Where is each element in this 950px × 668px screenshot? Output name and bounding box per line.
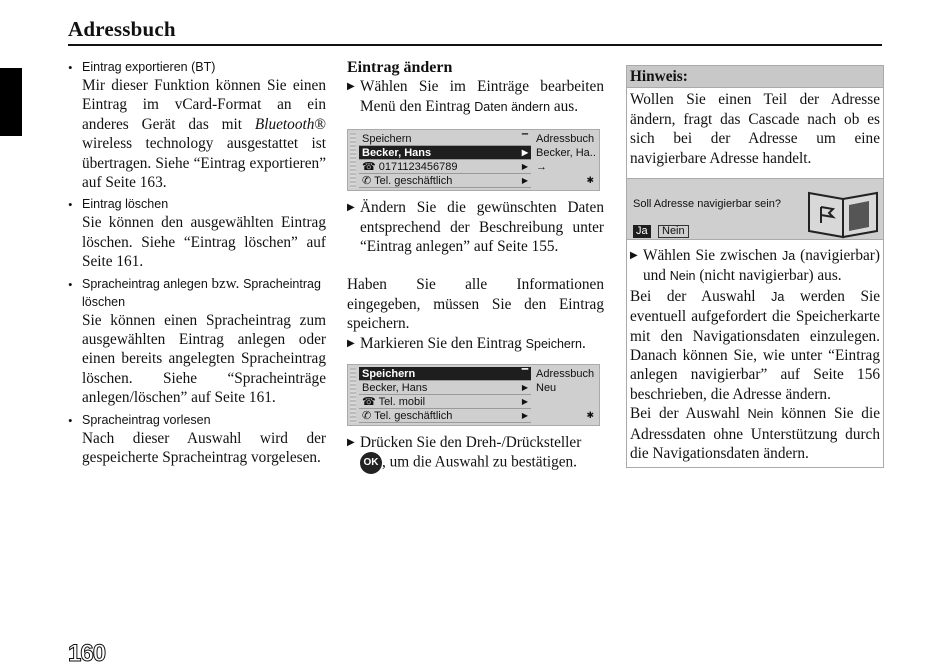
menu-row: ☎ 0171123456789 ▶ (359, 160, 531, 174)
corner-icon: ▔ (521, 369, 528, 379)
list-item (68, 195, 326, 271)
phone-icon: ☎ (362, 161, 379, 174)
column-right (626, 65, 884, 468)
menu-option-label: Eintrag exportieren (BT) (82, 60, 216, 74)
option-description: Mir dieser Funktion können Sie einen Eintrag im vCard-Format an ein anderes Gerät das mit Bluetooth® wireless technology ausgestattet ist übertragen. Siehe “Eintrag exportieren” auf Seite 163. (82, 77, 326, 192)
menu-option-label: Eintrag löschen (82, 197, 169, 212)
section-heading: Eintrag ändern (347, 59, 453, 76)
arrow-bullet-icon: ▶ (347, 337, 355, 349)
triangle-right-icon: ▶ (521, 162, 528, 172)
scrollbar (350, 368, 356, 423)
arrow-bullet-icon: ▶ (630, 250, 638, 262)
arrow-bullet-icon: ▶ (347, 437, 355, 449)
screen-side-panel (536, 132, 598, 174)
option-nein: Nein (658, 225, 689, 238)
address-book-icon (807, 183, 879, 239)
menu-row-selected: Speichern ▔ (359, 367, 531, 381)
device-screen-navigable-prompt (627, 178, 883, 240)
device-screen-edit-menu (347, 129, 600, 191)
screen-entry-name: Becker, Ha.. (536, 147, 596, 160)
triangle-right-icon: ▶ (521, 397, 528, 407)
menu-option-label: Spracheintrag vorlesen (82, 412, 211, 427)
paragraph: Haben Sie alle Informationen eingegeben, müssen Sie den Eintrag speichern. (347, 276, 604, 333)
triangle-right-icon: ▶ (521, 383, 528, 393)
option-ja: Ja (633, 225, 651, 238)
menu-row: Becker, Hans ▶ (359, 381, 531, 395)
menu-list (359, 367, 531, 423)
route-icon: → (536, 161, 547, 174)
instruction-step: ▶ Ändern Sie die gewünschten Daten entsprechend der Beschreibung unter “Eintrag anlegen” auf Seite 155. (347, 199, 604, 256)
list-item (68, 275, 326, 408)
menu-list (359, 132, 531, 188)
menu-row: Speichern ▔ (359, 132, 531, 146)
note-text: Wollen Sie einen Teil der Adresse ändern, fragt das Cascade nach ob es sich bei der Adresse um eine navigierbare Adresse handelt. (630, 91, 880, 167)
title-rule (68, 44, 882, 46)
paragraph: Bei der Auswahl Ja werden Sie eventuell aufgefordert die Speicherkarte mit den Navigationsdaten einzulegen. Danach können Sie, wie unter “Eintrag anlegen navigierbar” auf Seite 156 beschrieben, die Adresse ändern. (630, 287, 880, 403)
office-phone-icon: ✆ (362, 175, 375, 188)
menu-row: ✆ Tel. geschäftlich ▶ (359, 409, 531, 423)
instruction-step: ▶ Drücken Sie den Dreh-/Drücksteller OK , um die Auswahl zu bestätigen. (347, 433, 604, 474)
instruction-step: ▶ Markieren Sie den Eintrag Speichern. (347, 334, 586, 352)
screen-side-panel (536, 367, 598, 395)
device-screen-save-menu (347, 364, 600, 426)
option-description: Nach dieser Auswahl wird der gespeicherte Spracheintrag vorgelesen. (82, 429, 326, 467)
bullet-icon: • (68, 412, 73, 428)
screen-header: Adressbuch (536, 133, 595, 146)
scrollbar (350, 133, 356, 188)
arrow-bullet-icon: ▶ (347, 202, 355, 214)
prompt-question: Soll Adresse navigierbar sein? (633, 198, 781, 211)
list-item (68, 411, 326, 468)
triangle-right-icon: ▶ (521, 411, 528, 421)
screen-entry-label: Neu (536, 382, 557, 395)
bluetooth-icon: ✱ (586, 410, 594, 421)
note-body (627, 88, 883, 466)
menu-row-selected: Becker, Hans ▶ (359, 146, 531, 160)
instruction-step: ▶ Wählen Sie zwischen Ja (navigierbar) und Nein (nicht navigierbar) aus. (630, 247, 880, 285)
thumb-tab (0, 68, 22, 136)
screen-header: Adressbuch (536, 368, 595, 381)
bullet-icon: • (68, 276, 73, 292)
page-number: 160 (68, 640, 106, 667)
page-title: Adressbuch (68, 17, 176, 41)
paragraph: Bei der Auswahl Nein können Sie die Adressdaten ohne Unterstützung durch die Navigationsdaten ändern. (630, 405, 880, 463)
phone-icon: ☎ (362, 396, 379, 409)
triangle-right-icon: ▶ (521, 148, 528, 158)
bluetooth-icon: ✱ (586, 175, 594, 186)
menu-option-label: Spracheintrag anlegen bzw. Spracheintrag löschen (82, 275, 321, 309)
bullet-icon: • (68, 60, 73, 75)
column-left (68, 58, 326, 471)
office-phone-icon: ✆ (362, 410, 375, 423)
option-description: Sie können einen Spracheintrag zum ausgewählten Eintrag anlegen oder einen bereits angelegten Spracheintrag löschen. Siehe “Spracheinträge anlegen/löschen” auf Seite 161. (82, 311, 326, 407)
bullet-icon: • (68, 197, 73, 213)
corner-icon: ▔ (521, 134, 528, 144)
triangle-right-icon: ▶ (521, 176, 528, 186)
note-box (626, 65, 884, 468)
menu-row: ☎ Tel. mobil ▶ (359, 395, 531, 409)
menu-row: ✆ Tel. geschäftlich ▶ (359, 174, 531, 188)
column-middle (347, 58, 604, 474)
note-heading: Hinweis: (627, 66, 883, 88)
option-description: Sie können den ausgewählten Eintrag löschen. Siehe “Eintrag löschen” auf Seite 161. (82, 214, 326, 271)
list-item (68, 58, 326, 192)
arrow-bullet-icon: ▶ (347, 81, 355, 93)
instruction-step: ▶ Wählen Sie im Einträge bearbeiten Menü den Eintrag Daten ändern aus. (347, 78, 604, 115)
ok-button-icon: OK (360, 452, 382, 474)
